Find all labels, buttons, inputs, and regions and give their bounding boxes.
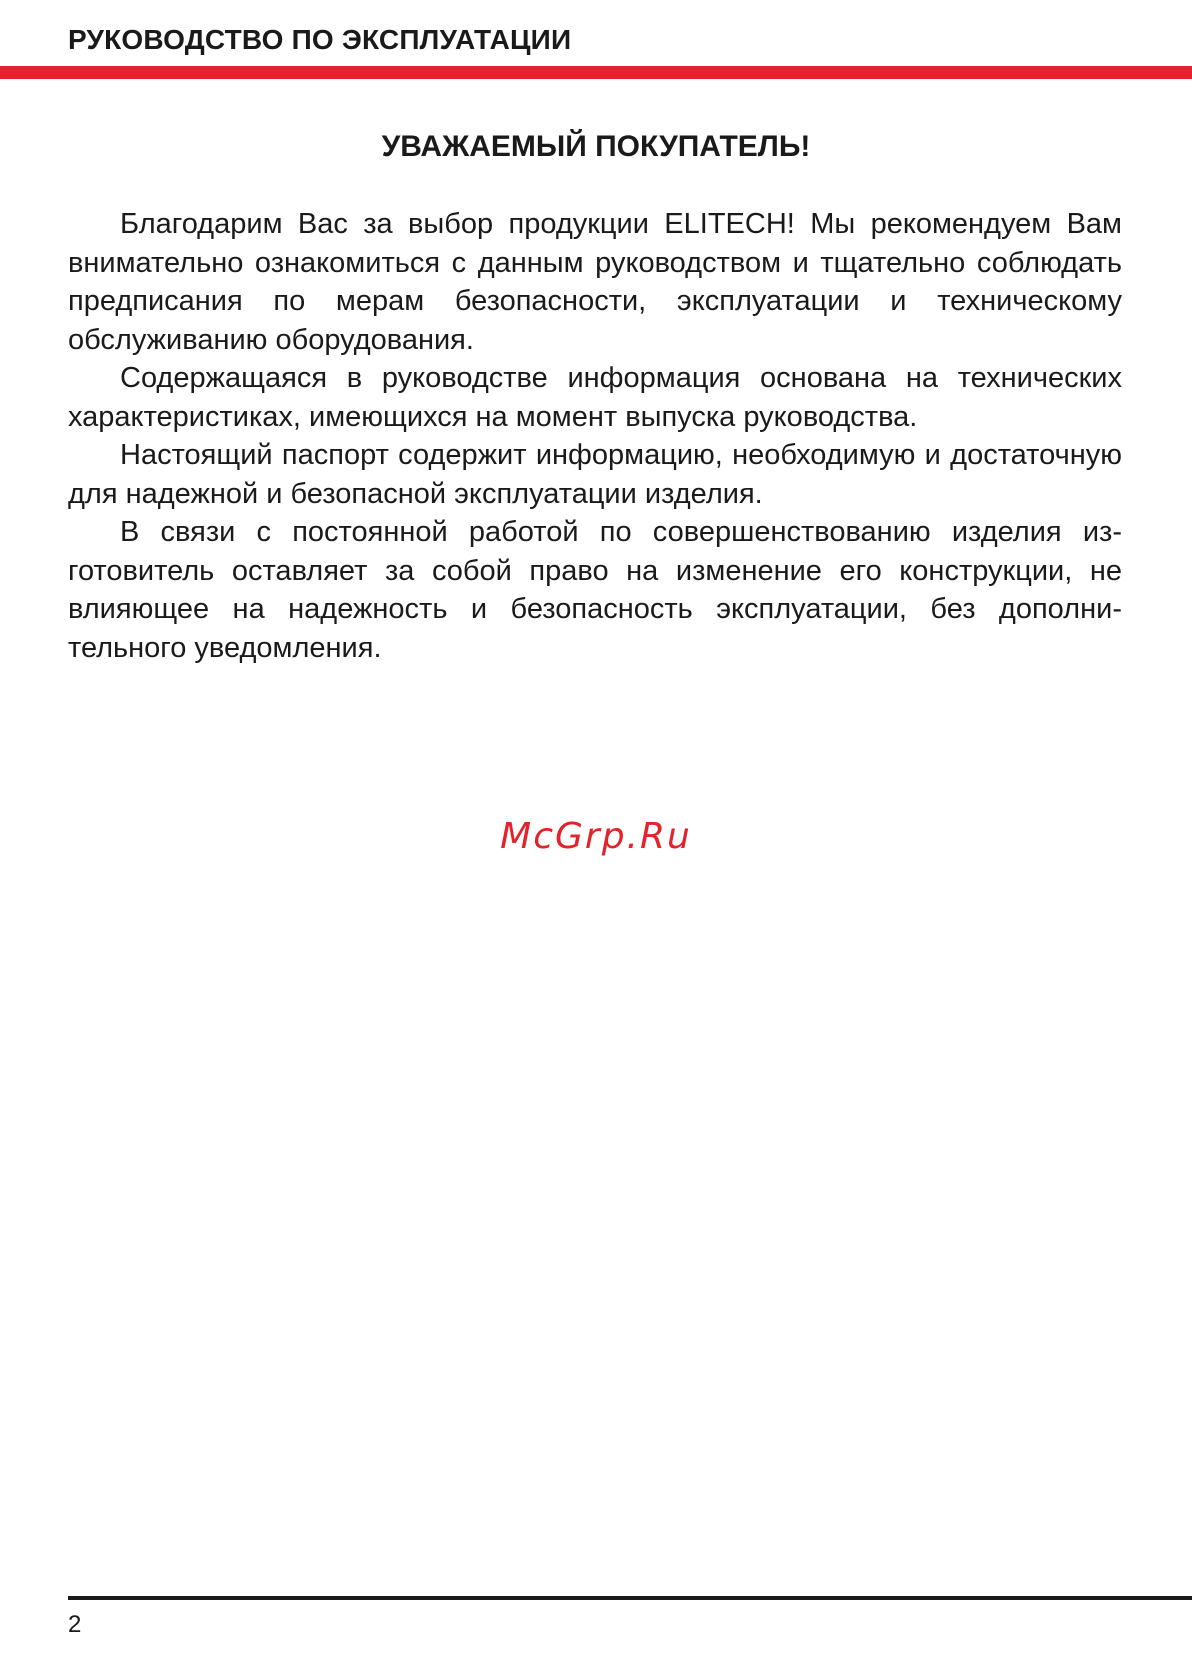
greeting-heading: УВАЖАЕМЫЙ ПОКУПАТЕЛЬ! xyxy=(381,130,811,163)
paragraph-thanks: Благодарим Вас за выбор продукции ELITECH! Мы рекомендуем Вам внимательно ознакомиться с данным руководством и тщательно соблюдать предписания по мерам безопасности, эксплуатации и техническому обслуживанию оборудования. xyxy=(68,208,1122,356)
footer-rule xyxy=(68,1596,1192,1600)
body-text xyxy=(68,205,1122,667)
page-number: 2 xyxy=(68,1611,82,1638)
header-accent-bar xyxy=(0,66,1192,79)
document-header-title: РУКОВОДСТВО ПО ЭКСПЛУАТАЦИИ xyxy=(68,24,572,55)
paragraph-information: Содержащаяся в руководстве информация основана на технических характеристиках, имеющихся на момент выпуска руководства. xyxy=(68,362,1122,433)
paragraph-passport: Настоящий паспорт содержит информацию, необходимую и достаточную для надежной и безопасной эксплуатации изделия. xyxy=(68,439,1122,510)
paragraph-changes: В связи с постоянной работой по совершенствованию изделия изготовитель оставляет за собой право на изменение его конструкции, не влияющее на надежность и безопасность эксплуатации, без дополнительного уведомления. xyxy=(68,516,1122,664)
watermark: McGrp.Ru xyxy=(500,816,692,857)
